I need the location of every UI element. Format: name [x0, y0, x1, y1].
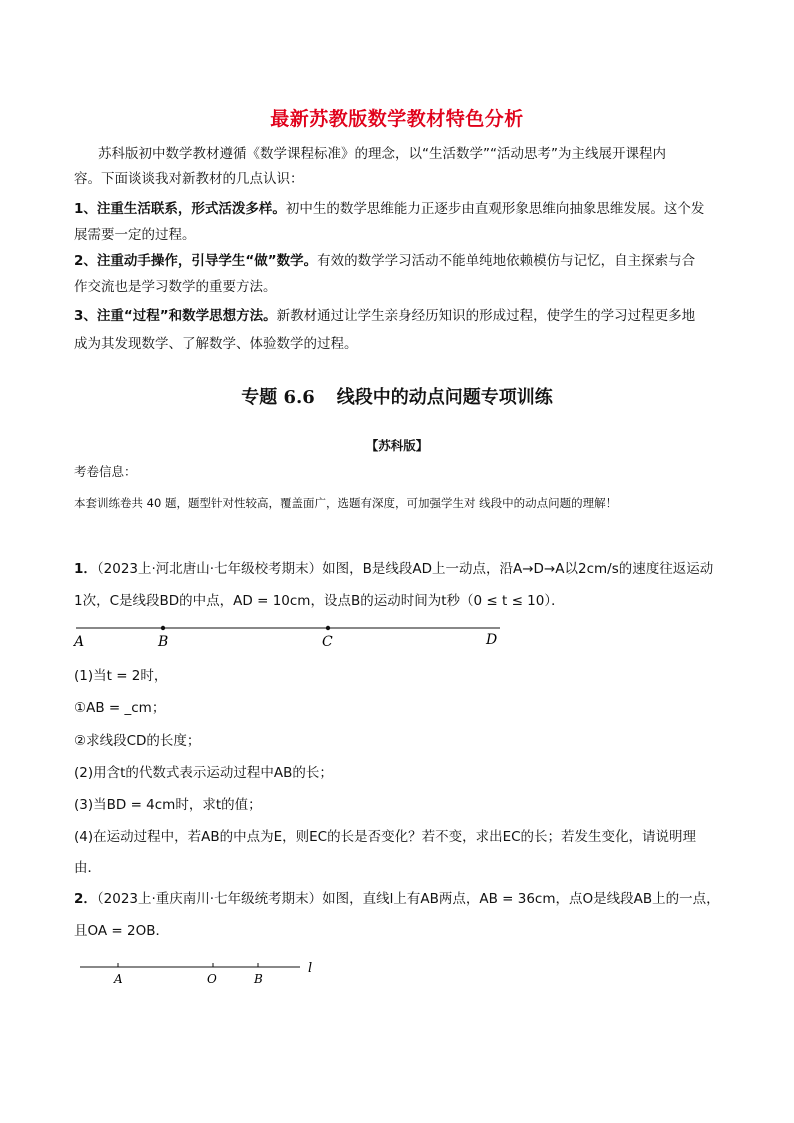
- label-l: l: [308, 961, 313, 976]
- question-1-part-1b: ②求线段CD的长度；: [74, 733, 201, 749]
- label-A: A: [114, 972, 123, 986]
- question-1-source: （2023上·河北唐山·七年级校考期末）: [96, 561, 323, 577]
- question-1-number: 1．: [74, 561, 97, 577]
- intro-point-1-heading: 1、注重生活联系，形式活泼多样。: [74, 201, 286, 217]
- question-2-stem: 如图，直线l上有AB两点，AB = 36cm，点O是线段AB上的一点，: [322, 891, 720, 907]
- question-2-line-1: [74, 887, 720, 907]
- intro-point-3-line-2: 成为其发现数学、了解数学、体验数学的过程。: [74, 336, 358, 352]
- section-heading: 线段中的动点问题专项训练: [336, 387, 553, 408]
- question-2-line-2: 且OA = 2OB．: [74, 923, 169, 939]
- question-1-line-2: 1次，C是线段BD的中点，AD = 10cm，设点B的运动时间为t秒（0 ≤ t ≤ 10）．: [74, 593, 565, 609]
- intro-paragraph-line-1: 苏科版初中数学教材遵循《数学课程标准》的理念，以“生活数学”“活动思考”为主线展开课程内: [98, 146, 666, 162]
- intro-point-3-heading: 3、注重“过程”和数学思想方法。: [74, 308, 277, 324]
- section-title: [0, 383, 794, 409]
- label-C: C: [322, 634, 333, 650]
- question-2-source: （2023上·重庆南川·七年级统考期末）: [96, 891, 323, 907]
- point-C-dot: [326, 626, 330, 630]
- point-B-dot: [161, 626, 165, 630]
- edition-label: 【苏科版】: [365, 438, 429, 453]
- question-2-figure: [76, 958, 326, 990]
- intro-point-2-text: 有效的数学学习活动不能单纯地依赖模仿与记忆，自主探索与合: [317, 253, 696, 269]
- label-B: B: [254, 972, 263, 986]
- question-1-part-4-line-1: (4)在运动过程中，若AB的中点为E，则EC的长是否变化？若不变，求出EC的长；若发生变化，请说明理: [74, 829, 697, 845]
- question-1-part-2: (2)用含t的代数式表示运动过程中AB的长；: [74, 765, 333, 781]
- label-A: A: [74, 634, 85, 650]
- intro-point-2-line-2: 作交流也是学习数学的重要方法。: [74, 279, 277, 295]
- label-B: B: [158, 634, 169, 650]
- question-2-number: 2．: [74, 891, 97, 907]
- question-1-part-3: (3)当BD = 4cm时，求t的值；: [74, 797, 262, 813]
- exam-info-label: 考卷信息：: [74, 464, 137, 479]
- question-1-stem: 如图，B是线段AD上一动点，沿A→D→A以2cm/s的速度往返运动: [322, 561, 714, 577]
- question-1-part-4-line-2: 由．: [74, 860, 101, 876]
- intro-title: 最新苏教版数学教材特色分析: [270, 108, 524, 130]
- question-1-part-1a: ①AB = _cm；: [74, 700, 166, 716]
- question-1-part-1: (1)当t = 2时，: [74, 668, 168, 684]
- exam-info-text: 本套训练卷共 40 题，题型针对性较高，覆盖面广，选题有深度，可加强学生对 线段中的动点问题的理解！: [74, 496, 618, 510]
- question-1-figure: [70, 616, 510, 652]
- intro-point-2-heading: 2、注重动手操作，引导学生“做”数学。: [74, 253, 318, 269]
- intro-point-1-text: 初中生的数学思维能力正逐步由直观形象思维向抽象思维发展。这个发: [285, 201, 705, 217]
- label-D: D: [486, 632, 498, 648]
- intro-point-1-line-2: 展需要一定的过程。: [74, 227, 196, 243]
- intro-paragraph-line-2: 容。下面谈谈我对新教材的几点认识：: [74, 171, 304, 187]
- question-1-line-1: [74, 557, 713, 577]
- intro-point-3-text: 新教材通过让学生亲身经历知识的形成过程，使学生的学习过程更多地: [276, 308, 696, 324]
- section-number: 专题 6.6: [241, 387, 315, 408]
- intro-point-3: [74, 301, 695, 331]
- label-O: O: [207, 972, 217, 986]
